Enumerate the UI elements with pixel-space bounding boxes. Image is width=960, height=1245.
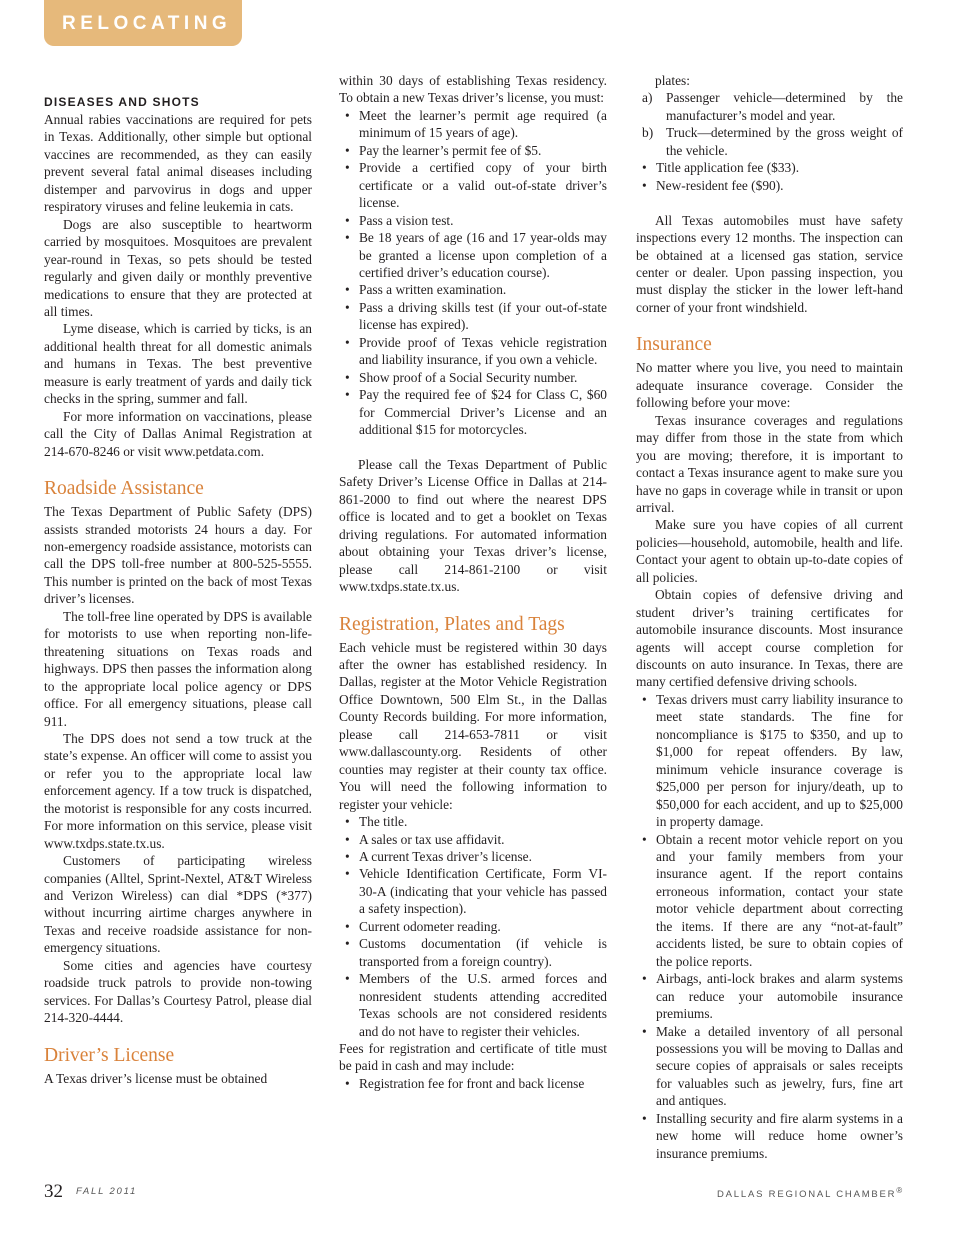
list-item: • Pay the required fee of $24 for Class C, $60 for Commercial Driver’s License and an additional $15 for motorcycles. [339,386,607,438]
list-item [636,89,903,124]
body-paragraph: All Texas automobiles must have safety inspections every 12 months. The inspection can be obtained at a licensed gas station, service center or dealer. Upon passing inspection, you must display the sticker in the lower left-hand corner of your front windshield. [636,212,903,315]
roadside-heading: Roadside Assistance [44,478,204,500]
body-paragraph: Customers of participating wireless companies (Alltel, Sprint-Nextel, AT&T Wireless and Verizon Wireless) can dial *DPS (*377) without incurring airtime charges anywhere in Texas and receive roadside assistance for non-emergency situations. [44,853,312,956]
list-item: • Make a detailed inventory of all personal possessions you will be moving to Dallas and secure copies of appraisals or sales receipts for valuables such as jewelry, furs, fine art and antiques. [636,1023,903,1110]
body-paragraph: The DPS does not send a tow truck at the state’s expense. An officer will come to assist you or refer you to the appropriate local law enforcement agency. If a tow truck is dispatched, the motorist is responsible for any costs incurred. For more information on this service, please visit www.txdps.state.tx.us. [44,730,312,851]
list-item: • Pass a written examination. [339,281,607,298]
body-paragraph: Each vehicle must be registered within 30 days after the owner has established residency. In Dallas, register at the Motor Vehicle Registration Office Downtown, 500 Elm St., in the Dallas County Records building. For more information, please call 214-653-7811 or visit www.dallascounty.org. Residents of other counties may register at their county tax office. You will need the following information to register your vehicle: [339,639,607,812]
body-paragraph: Some cities and agencies have courtesy roadside truck patrols to provide non-towing services. For Dallas’s Courtesy Patrol, please dial 214-320-4444. [44,957,312,1026]
list-item: • Be 18 years of age (16 and 17 year-olds may be granted a license upon completion of a certified driver’s education course). [339,229,607,281]
list-item: • Customs documentation (if vehicle is transported from a foreign country). [339,935,607,970]
list-item: • Members of the U.S. armed forces and nonresident students attending accredited Texas schools are not considered residents and do not have to register their vehicles. [339,970,607,1040]
list-item: • Vehicle Identification Certificate, Form VI-30-A (indicating that your vehicle has passed a safety inspection). [339,865,607,917]
list-item: • Meet the learner’s permit age required (a minimum of 15 years of age). [339,107,607,142]
list-item: • Airbags, anti-lock brakes and alarm systems can reduce your automobile insurance premiums. [636,970,903,1022]
list-text: Truck—determined by the gross weight of the vehicle. [666,125,903,158]
page-number: 32 [44,1181,63,1202]
column-1 [44,94,312,1087]
list-item: • A sales or tax use affidavit. [339,831,607,848]
plate-fees-sublist [636,89,903,159]
issue-label: FALL 2011 [76,1186,138,1197]
section-tab [44,0,242,46]
body-paragraph: plates: [655,73,690,88]
body-paragraph: The Texas Department of Public Safety (DPS) assists stranded motorists 24 hours a day. For non-emergency roadside assistance, motorists can call the DPS toll-free number at 800-525-5555. This number is printed on the back of most Texas driver’s licenses. [44,504,312,607]
body-paragraph: A Texas driver’s license must be obtained [44,1070,268,1086]
list-item: • Texas drivers must carry liability insurance to meet state standards. The fine for noncompliance is $175 to $350, and up to $1,000 for repeat offenders. By law, minimum vehicle insurance coverage is $25,000 per person for injury/death, up to $50,000 for each accident, and up to $25,000 in property damage. [636,691,903,831]
body-paragraph: within 30 days of establishing Texas residency. To obtain a new Texas driver’s license, you must: [339,73,607,106]
body-paragraph: Fees for registration and certificate of title must be paid in cash and may include: [339,1041,607,1074]
trademark-symbol: ® [896,1186,904,1195]
list-letter: a) [642,90,653,106]
column-3 [636,72,903,1162]
body-paragraph: Dogs are also susceptible to heartworm carried by mosquitoes. Mosquitoes are prevalent year-round in Texas, so pets should be tested regularly and given daily or monthly preventive medications to ensure that they are protected at all times. [44,216,312,319]
list-item: • New-resident fee ($90). [636,177,903,194]
column-2 [339,72,607,1092]
body-paragraph: Texas insurance coverages and regulations may differ from those in the state from which you are moving; therefore, it is important to contact a Texas insurance agent to make sure you have no gaps in coverage while in transit or upon arrival. [636,412,903,515]
publisher-name: DALLAS REGIONAL CHAMBER [716,1189,897,1201]
list-item [636,124,903,159]
license-requirements-list [339,107,607,439]
body-paragraph: The toll-free line operated by DPS is available for motorists to use when reporting non-life-threatening situations on Texas roads and highways. DPS then passes the information along to the appropriate local police agency or DPS office. For all emergency situations, please call 911. [44,608,312,729]
list-item: • Obtain a recent motor vehicle report on you and your family members from your insurance agent. If the report contains erroneous information, contact your state motor vehicle department about correcting the items. If there are any “not-at-fault” accidents listed, be sure to obtain copies of the police reports. [636,831,903,971]
fees-list [636,159,903,194]
body-paragraph: No matter where you live, you need to maintain adequate insurance coverage. Consider the following before your move: [636,360,903,411]
insurance-tips-list [636,691,903,1162]
list-item: • Provide proof of Texas vehicle registration and liability insurance, if you own a vehicle. [339,334,607,369]
registration-requirements-list [339,813,607,1040]
page-footer [44,1181,904,1201]
registration-heading: Registration, Plates and Tags [339,613,565,635]
list-item: • Pay the learner’s permit fee of $5. [339,142,607,159]
list-item: • Title application fee ($33). [636,159,903,176]
list-item: • Current odometer reading. [339,918,607,935]
body-paragraph: Obtain copies of defensive driving and student driver’s training certificates for automobile insurance discounts. Most insurance agents will accept course completion for discounts on auto insurance. In Texas, there are many certified defensive driving schools. [636,587,903,690]
list-item: • The title. [339,813,607,830]
list-letter: b) [642,125,654,141]
list-item: • Pass a vision test. [339,212,607,229]
body-paragraph: Lyme disease, which is carried by ticks, is an additional health threat for all domestic animals and humans in Texas. The best preventive measure is early treatment of yards and daily tick checks in the spring, summer and fall. [44,321,312,407]
insurance-heading: Insurance [636,334,712,356]
body-paragraph: Make sure you have copies of all current policies—household, automobile, health and life. Contact your agent to obtain up-to-date copies of all policies. [636,517,903,585]
body-paragraph: Please call the Texas Department of Public Safety Driver’s License Office in Dallas at 214-861-2000 to find out where the nearest DPS office is located and to get a booklet on Texas driving regulations. For automated information about obtaining your Texas driver’s license, please call 214-861-2100 or visit www.txdps.state.tx.us. [339,456,607,595]
body-paragraph: For more information on vaccinations, please call the City of Dallas Animal Registration at 214-670-8246 or visit www.petdata.com. [44,408,312,459]
list-item: • Show proof of a Social Security number. [339,369,607,386]
body-paragraph: Annual rabies vaccinations are required for pets in Texas. Additionally, other simple but optional vaccines are recommended, as they can easily prevent several fatal animal diseases including distemper and parvovirus in dogs and upper respiratory viruses and feline leukemia in cats. [44,112,312,215]
fees-list [339,1075,607,1092]
list-item: • Pass a driving skills test (if your out-of-state license has expired). [339,299,607,334]
section-tab-label: RELOCATING [62,13,232,34]
list-item: • Provide a certified copy of your birth certificate or a valid out-of-state driver’s license. [339,159,607,211]
list-item: • A current Texas driver’s license. [339,848,607,865]
diseases-heading: DISEASES AND SHOTS [44,95,200,109]
list-item: • Registration fee for front and back license [339,1075,607,1092]
list-text: Passenger vehicle—determined by the manufacturer’s model and year. [666,90,903,123]
drivers-license-heading: Driver’s License [44,1044,175,1066]
publisher-label [717,1186,904,1200]
list-item: • Installing security and fire alarm systems in a new home will reduce home owner’s insurance premiums. [636,1110,903,1162]
